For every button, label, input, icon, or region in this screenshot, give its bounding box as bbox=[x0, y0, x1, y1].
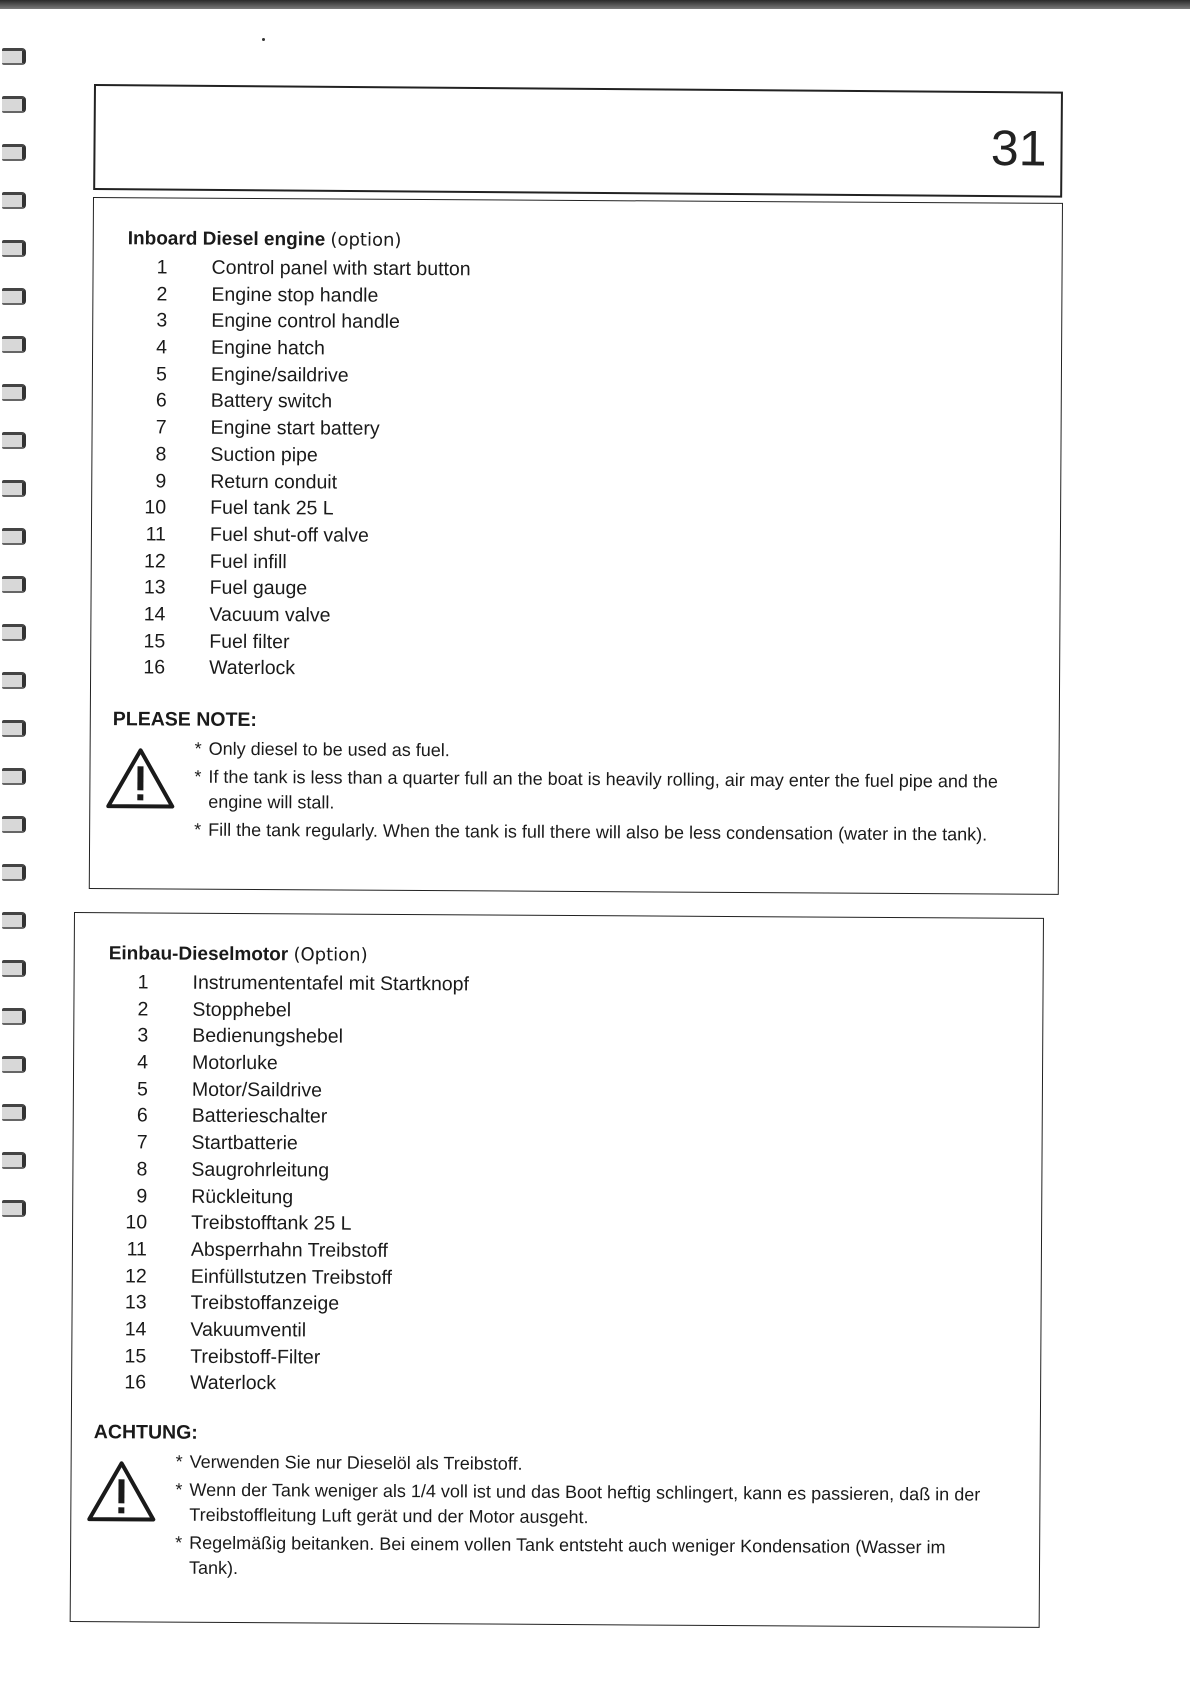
section-title bbox=[109, 943, 368, 967]
title-paren: (Option) bbox=[293, 944, 368, 966]
note-item: * Fill the tank regularly. When the tank is full there will also be less condensation (water in the tank). bbox=[194, 819, 988, 845]
list-item: 4 Motorluke bbox=[137, 1051, 278, 1075]
list-item: 6 Battery switch bbox=[155, 389, 333, 413]
english-section bbox=[89, 197, 1063, 895]
note-heading: ACHTUNG: bbox=[93, 1421, 198, 1444]
page-number: 31 bbox=[990, 120, 1047, 177]
list-item: 10 Fuel tank 25 L bbox=[144, 496, 334, 520]
parts-list bbox=[92, 971, 469, 1400]
list-item: 16 Waterlock bbox=[143, 656, 296, 680]
list-item: 7 Startbatterie bbox=[136, 1131, 298, 1155]
title-bold: Inboard Diesel engine bbox=[127, 228, 326, 251]
parts-list bbox=[111, 256, 471, 685]
note-item: * Verwenden Sie nur Dieselöl als Treibstoff. bbox=[175, 1451, 523, 1474]
list-item: 6 Batterieschalter bbox=[136, 1104, 328, 1128]
note-item: * If the tank is less than a quarter full an the boat is heavily rolling, air may enter the fuel pipe and the engine will stall. bbox=[194, 766, 998, 813]
note-item: * Wenn der Tank weniger als 1/4 voll ist und das Boot heftig schlingert, kann es passieren, daß in der Treibstoffleitung Luft gerät und der Motor ausgeht. bbox=[175, 1479, 981, 1528]
list-item: 3 Engine control handle bbox=[156, 309, 400, 334]
list-item: 7 Engine start battery bbox=[155, 416, 380, 440]
list-item: 8 Saugrohrleitung bbox=[136, 1158, 330, 1182]
list-item: 12 Fuel infill bbox=[144, 549, 287, 573]
list-item: 3 Bedienungshebel bbox=[137, 1024, 344, 1049]
list-item: 13 Fuel gauge bbox=[143, 576, 308, 600]
list-item: 15 Treibstoff-Filter bbox=[124, 1344, 321, 1369]
scan-top-edge bbox=[0, 0, 1190, 9]
note-item: * Only diesel to be used as fuel. bbox=[194, 738, 450, 761]
list-item: 1 Instrumententafel mit Startknopf bbox=[137, 971, 470, 996]
page-header-box bbox=[93, 84, 1063, 198]
notes-list bbox=[194, 737, 1015, 851]
list-item: 9 Rückleitung bbox=[136, 1184, 294, 1208]
list-item: 10 Treibstofftank 25 L bbox=[125, 1211, 352, 1235]
list-item: 15 Fuel filter bbox=[143, 629, 290, 653]
list-item: 13 Treibstoffanzeige bbox=[124, 1291, 340, 1315]
list-item: 14 Vakuumventil bbox=[124, 1318, 307, 1342]
spiral-binding-icon bbox=[0, 40, 26, 1240]
list-item: 4 Engine hatch bbox=[156, 336, 325, 360]
note-item: * Regelmäßig beitanken. Bei einem vollen Tank entsteht auch weniger Kondensation (Wasser im Tank). bbox=[175, 1532, 946, 1579]
list-item: 9 Return conduit bbox=[155, 469, 338, 493]
scan-speck bbox=[262, 38, 265, 41]
list-item: 8 Suction pipe bbox=[155, 443, 318, 467]
list-item: 2 Engine stop handle bbox=[156, 283, 379, 307]
section-title bbox=[128, 228, 402, 252]
notes-list bbox=[175, 1450, 996, 1589]
list-item: 5 Engine/saildrive bbox=[155, 363, 349, 387]
list-item: 11 Fuel shut-off valve bbox=[145, 523, 369, 547]
list-item: 14 Vacuum valve bbox=[143, 603, 331, 627]
list-item: 2 Stopphebel bbox=[137, 998, 292, 1022]
list-item: 12 Einfüllstutzen Treibstoff bbox=[125, 1264, 393, 1289]
list-item: 16 Waterlock bbox=[124, 1371, 277, 1395]
warning-triangle-icon bbox=[104, 746, 176, 810]
title-bold: Einbau-Dieselmotor bbox=[108, 943, 289, 966]
german-section bbox=[70, 912, 1044, 1628]
title-paren: (option) bbox=[330, 229, 402, 251]
list-item: 5 Motor/Saildrive bbox=[136, 1078, 323, 1102]
list-item: 11 Absperrhahn Treibstoff bbox=[126, 1238, 388, 1262]
list-item: 1 Control panel with start button bbox=[156, 256, 471, 281]
warning-triangle-icon bbox=[85, 1459, 157, 1523]
note-heading: PLEASE NOTE: bbox=[112, 708, 257, 732]
